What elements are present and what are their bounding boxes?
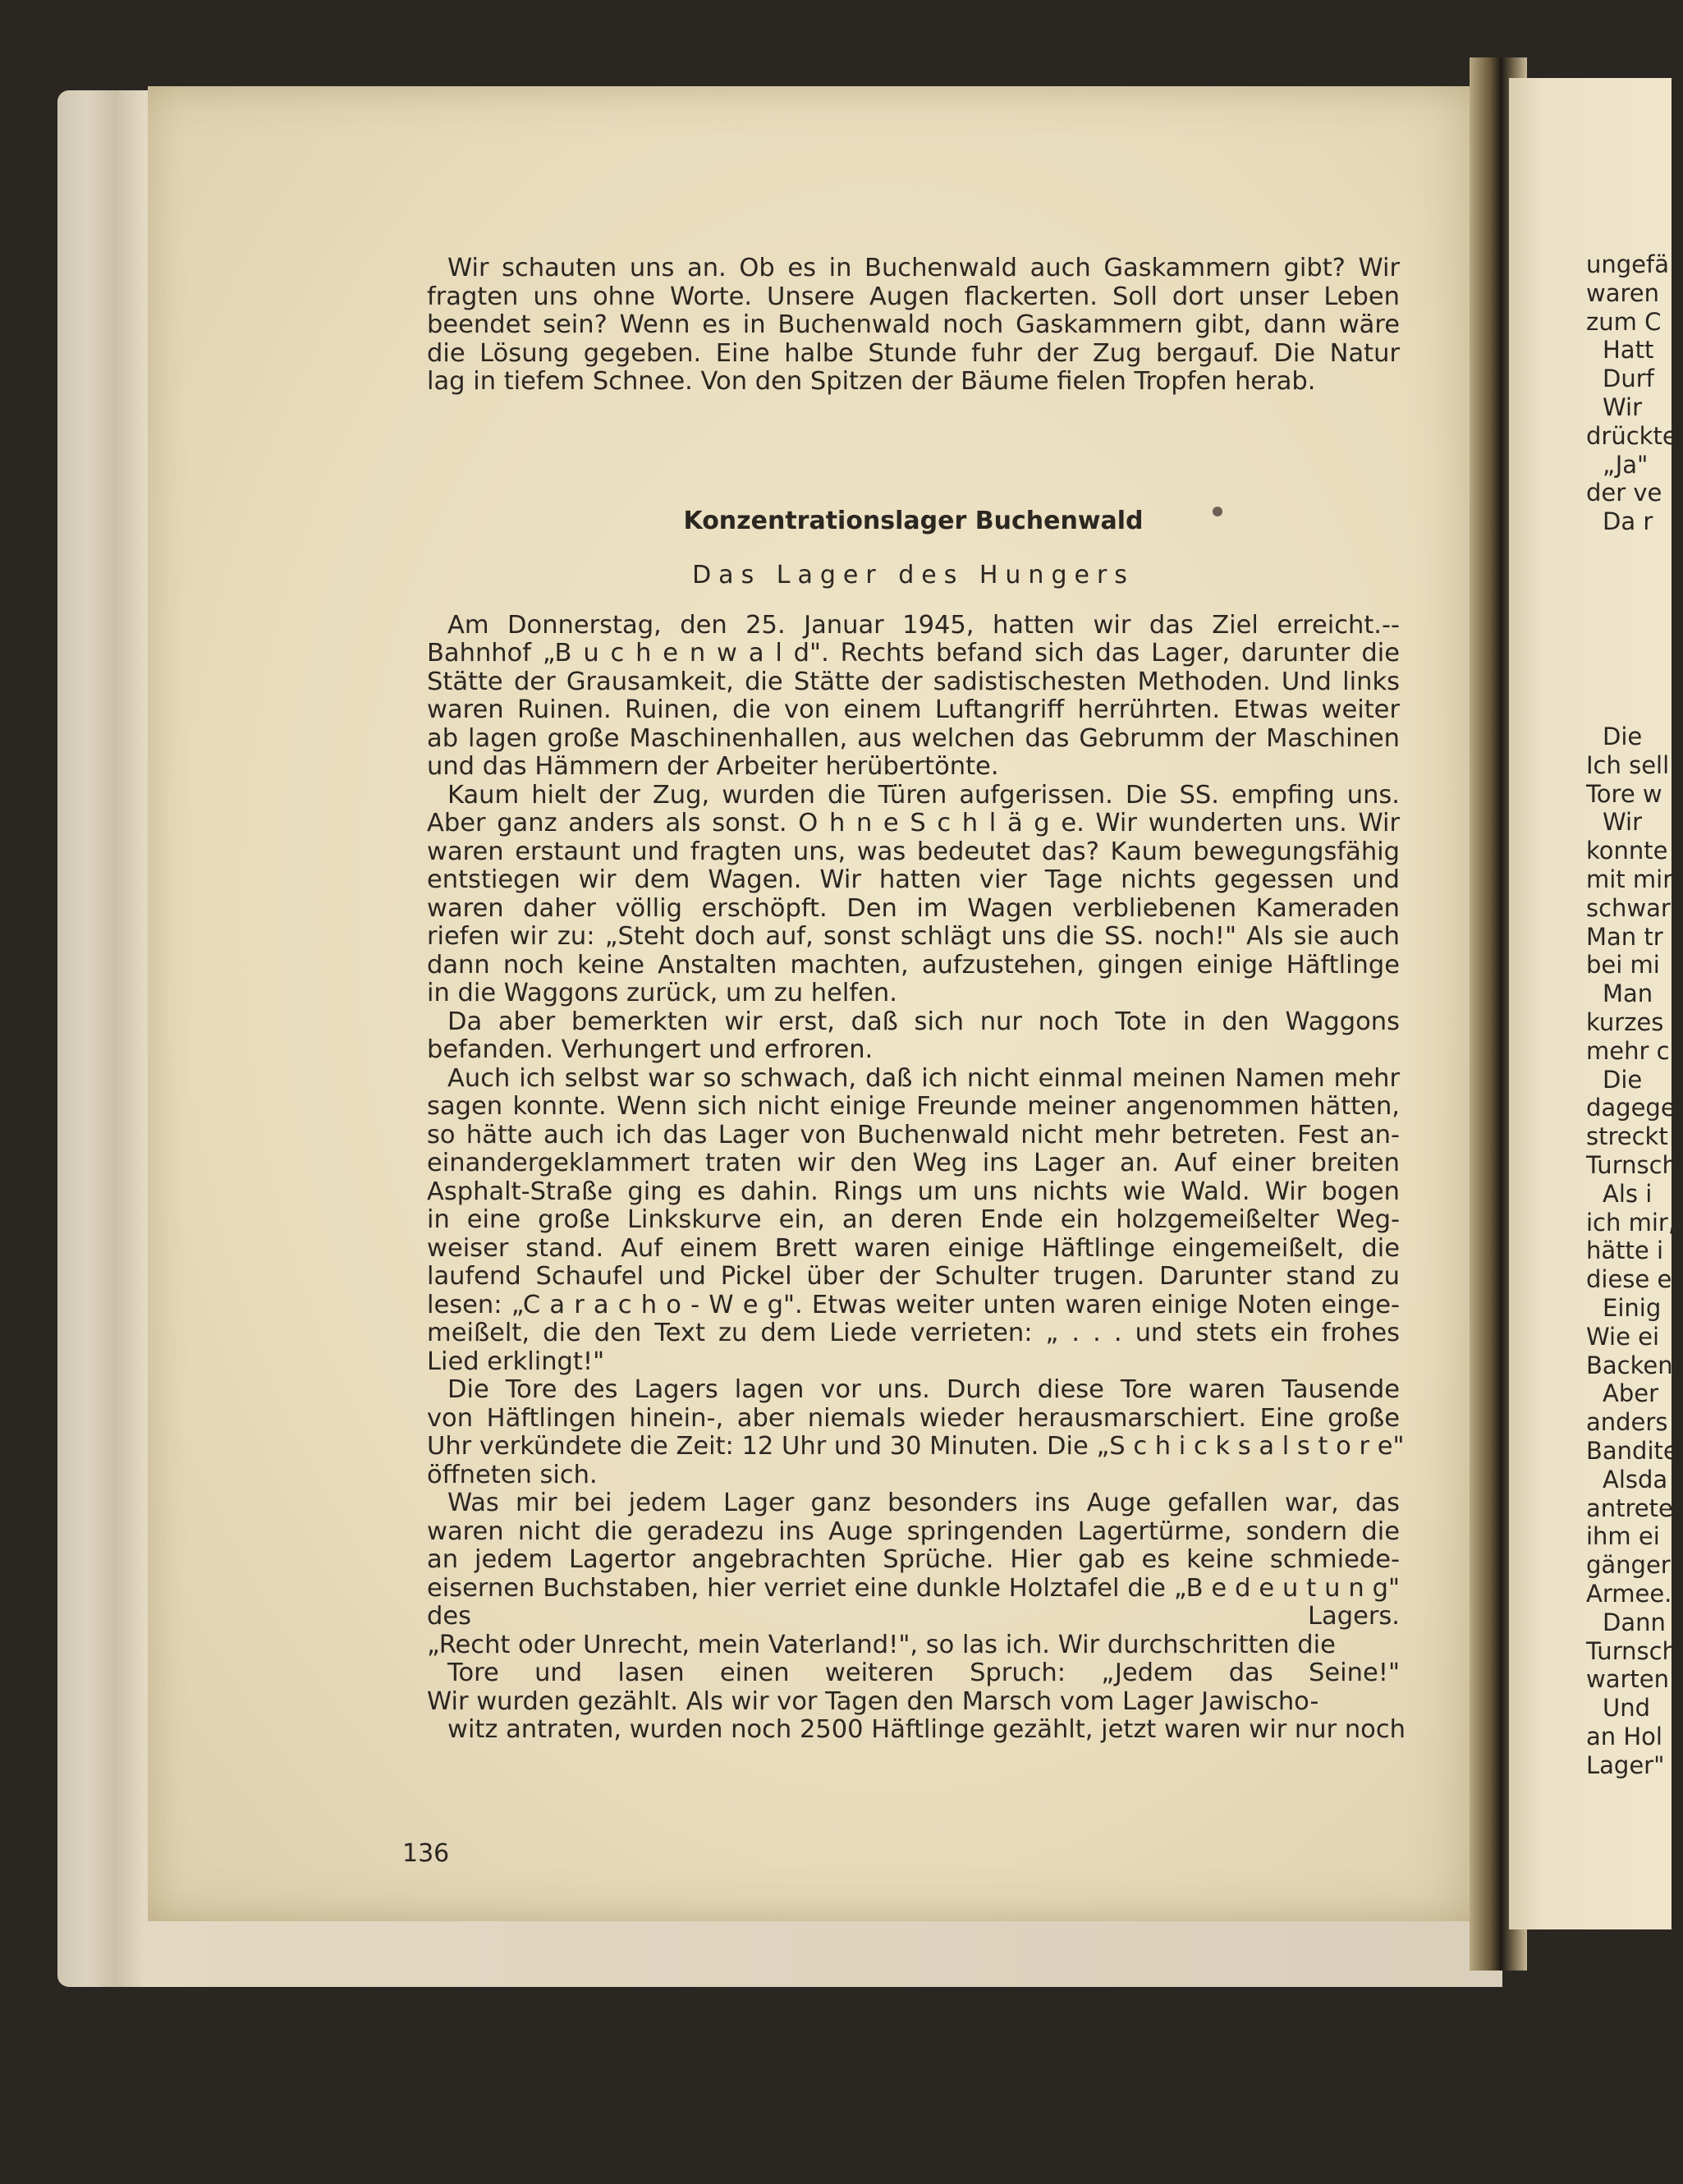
text-line: Da aber bemerkten wir erst, daß sich nur noch Tote in den Waggons xyxy=(447,1007,1400,1036)
text-fragment: zum C xyxy=(1586,307,1662,336)
text-line: und das Hämmern der Arbeiter herübertönte. xyxy=(427,752,999,781)
text-line: Uhr verkündete die Zeit: 12 Uhr und 30 Minuten. Die „S c h i c k s a l s t o r e" xyxy=(427,1432,1405,1461)
text-fragment: mit mir xyxy=(1586,865,1673,893)
text-fragment: Wir xyxy=(1603,392,1643,421)
text-fragment: konnte xyxy=(1586,837,1668,865)
text-line: so hätte auch ich das Lager von Buchenwald nicht mehr betreten. Fest an- xyxy=(427,1120,1400,1149)
text-fragment: Wie ei xyxy=(1586,1322,1660,1351)
text-line: weiser stand. Auf einem Brett waren einige Häftlinge eingemeißelt, die xyxy=(427,1233,1400,1263)
text-fragment: anders xyxy=(1586,1408,1668,1437)
text-fragment: Einig xyxy=(1603,1293,1662,1322)
text-fragment: Durf xyxy=(1603,365,1654,393)
text-fragment: Und xyxy=(1603,1694,1651,1723)
text-line: in die Waggons zurück, um zu helfen. xyxy=(427,979,897,1007)
text-fragment: diese e xyxy=(1586,1265,1672,1294)
text-line: Stätte der Grausamkeit, die Stätte der sadistischesten Methoden. Und links xyxy=(427,667,1400,696)
text-line: waren Ruinen. Ruinen, die von einem Luftangriff herrührten. Etwas weiter xyxy=(427,695,1400,724)
text-line: Kaum hielt der Zug, wurden die Türen aufgerissen. Die SS. empfing uns. xyxy=(447,780,1400,810)
text-fragment: mehr c xyxy=(1586,1036,1670,1065)
text-line: „Recht oder Unrecht, mein Vaterland!", so las ich. Wir durchschritten die xyxy=(427,1630,1336,1659)
text-fragment: Turnsch xyxy=(1586,1636,1677,1665)
text-line: einandergeklammert traten wir den Weg ins Lager an. Auf einer breiten xyxy=(427,1149,1400,1177)
text-fragment: bei mi xyxy=(1586,951,1660,980)
page-number: 136 xyxy=(402,1839,450,1868)
text-fragment: Man xyxy=(1603,980,1653,1008)
text-line: befanden. Verhungert und erfroren. xyxy=(427,1035,874,1064)
text-fragment: Hatt xyxy=(1603,336,1654,365)
text-fragment: Man tr xyxy=(1586,922,1663,951)
text-line: lesen: „C a r a c h o - W e g". Etwas weiter unten waren einige Noten einge- xyxy=(427,1290,1400,1319)
text-line: Die Tore des Lagers lagen vor uns. Durch diese Tore waren Tausende xyxy=(447,1375,1400,1404)
text-line: entstiegen wir dem Wagen. Wir hatten vier Tage nichts gegessen und xyxy=(427,865,1400,894)
text-fragment: ungefä xyxy=(1586,250,1669,278)
text-fragment: gänger xyxy=(1586,1551,1671,1580)
text-line: Auch ich selbst war so schwach, daß ich nicht einmal meinen Namen mehr xyxy=(447,1063,1400,1093)
text-fragment: streckt xyxy=(1586,1122,1668,1151)
text-fragment: Bandite xyxy=(1586,1436,1678,1465)
text-fragment: Aber xyxy=(1603,1379,1659,1408)
text-line: waren nicht die geradezu ins Auge springenden Lagertürme, sondern die xyxy=(427,1516,1400,1546)
left-page-text-column xyxy=(427,254,1406,1745)
text-line: eisernen Buchstaben, hier verriet eine dunkle Holztafel die „B e d e u t u n g" xyxy=(427,1573,1400,1603)
text-line: waren erstaunt und fragten uns, was bedeutet das? Kaum bewegungsfähig xyxy=(427,837,1400,866)
text-line: Asphalt-Straße ging es dahin. Rings um uns nichts wie Wald. Wir bogen xyxy=(427,1177,1400,1206)
text-line: Tore und lasen einen weiteren Spruch: „Jedem das Seine!" xyxy=(447,1659,1400,1687)
text-fragment: Alsda xyxy=(1603,1465,1668,1493)
text-fragment: waren xyxy=(1586,278,1659,307)
text-fragment: dagege xyxy=(1586,1094,1676,1122)
text-line: Wir wurden gezählt. Als wir vor Tagen den Marsch vom Lager Jawischo- xyxy=(427,1686,1319,1716)
body-text xyxy=(427,610,1406,1745)
text-line: Bahnhof „B u c h e n w a l d". Rechts befand sich das Lager, darunter die xyxy=(427,639,1400,668)
right-page-top-fragment xyxy=(1586,250,1676,536)
text-fragment: Da r xyxy=(1603,507,1653,536)
text-fragment: Turnsch xyxy=(1586,1150,1677,1179)
text-line: des Lagers. xyxy=(427,1602,1400,1631)
text-fragment: Dann xyxy=(1603,1608,1666,1636)
text-line: Am Donnerstag, den 25. Januar 1945, hatten wir das Ziel erreicht.-- xyxy=(447,610,1400,640)
text-line: die Lösung gegeben. Eine halbe Stunde fuhr der Zug bergauf. Die Natur xyxy=(427,338,1400,368)
text-line: von Häftlingen hinein-, aber niemals wieder herausmarschiert. Eine große xyxy=(427,1403,1400,1433)
intro-paragraph xyxy=(427,255,1400,397)
chapter-subheading: Das Lager des Hungers xyxy=(692,560,1135,590)
text-line: meißelt, die den Text zu dem Liede verrieten: „ . . . und stets ein frohes xyxy=(427,1319,1400,1347)
text-line: witz antraten, wurden noch 2500 Häftlinge gezählt, jetzt waren wir nur noch xyxy=(447,1715,1406,1744)
text-fragment: Die xyxy=(1603,1065,1643,1094)
text-line: Lied erklingt!" xyxy=(427,1347,605,1376)
text-line: riefen wir zu: „Steht doch auf, sonst schlägt uns die SS. noch!" Als sie auch xyxy=(427,922,1400,951)
text-line: beendet sein? Wenn es in Buchenwald noch Gaskammern gibt, dann wäre xyxy=(427,310,1400,339)
text-line: laufend Schaufel und Pickel über der Schulter trugen. Darunter stand zu xyxy=(427,1262,1400,1291)
text-fragment: hätte i xyxy=(1586,1237,1664,1265)
text-fragment: drückte xyxy=(1586,421,1677,450)
text-fragment: Tore w xyxy=(1586,779,1662,808)
text-line: lag in tiefem Schnee. Von den Spitzen der Bäume fielen Tropfen herab. xyxy=(427,367,1316,396)
text-line: ab lagen große Maschinenhallen, aus welchen das Gebrumm der Maschinen xyxy=(427,723,1400,753)
text-fragment: schwar xyxy=(1586,893,1671,922)
chapter-heading: Konzentrationslager Buchenwald xyxy=(683,506,1144,535)
text-fragment: Die xyxy=(1603,723,1643,750)
text-line: fragten uns ohne Worte. Unsere Augen flackerten. Soll dort unser Leben xyxy=(427,282,1400,311)
text-fragment: ihm ei xyxy=(1586,1522,1660,1551)
text-fragment: Als i xyxy=(1603,1179,1653,1208)
text-fragment: Ich sell xyxy=(1586,750,1670,779)
right-page-bottom-fragment xyxy=(1586,723,1683,1779)
text-line: Wir schauten uns an. Ob es in Buchenwald auch Gaskammern gibt? Wir xyxy=(447,254,1400,282)
text-fragment: der ve xyxy=(1586,479,1662,507)
text-fragment: warten xyxy=(1586,1665,1670,1694)
text-line: in eine große Linkskurve ein, an deren Ende ein holzgemeißelter Weg- xyxy=(427,1205,1400,1234)
text-fragment: „Ja" xyxy=(1603,450,1649,479)
text-fragment: Backen xyxy=(1586,1351,1673,1379)
text-fragment: Armee. xyxy=(1586,1579,1672,1608)
text-fragment: an Hol xyxy=(1586,1722,1662,1750)
text-fragment: Wir xyxy=(1603,808,1643,837)
text-line: waren daher völlig erschöpft. Den im Wagen verbliebenen Kameraden xyxy=(427,893,1400,923)
text-line: dann noch keine Anstalten machten, aufzustehen, gingen einige Häftlinge xyxy=(427,950,1400,980)
text-fragment: kurzes xyxy=(1586,1007,1664,1036)
text-line: Aber ganz anders als sonst. O h n e S c h l ä g e. Wir wunderten uns. Wir xyxy=(427,809,1400,837)
text-line: Was mir bei jedem Lager ganz besonders ins Auge gefallen war, das xyxy=(447,1489,1400,1517)
text-fragment: antreter xyxy=(1586,1493,1683,1522)
text-fragment: ich mir, xyxy=(1586,1208,1676,1237)
text-line: sagen konnte. Wenn sich nicht einige Freunde meiner angenommen hätten, xyxy=(427,1092,1400,1121)
text-line: öffneten sich. xyxy=(427,1460,598,1489)
text-fragment: Lager" xyxy=(1586,1750,1665,1779)
text-line: an jedem Lagertor angebrachten Sprüche. Hier gab es keine schmiede- xyxy=(427,1545,1400,1574)
